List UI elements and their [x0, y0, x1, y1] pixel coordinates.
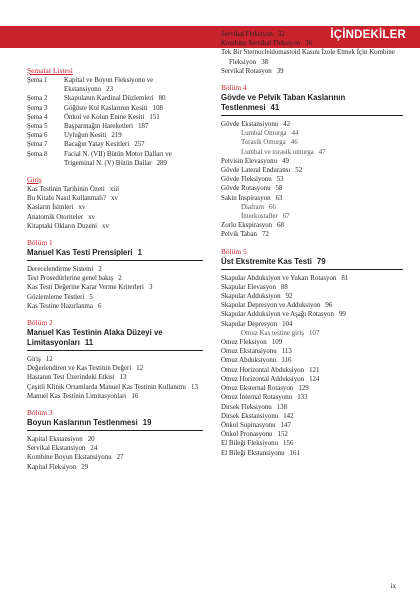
toc-entry-body	[64, 131, 203, 140]
toc-entry-page: 142	[283, 412, 294, 420]
chapter-title[interactable]	[27, 328, 203, 351]
toc-entry-page: 36	[305, 40, 313, 48]
toc-entry-text: Gövde Rotasyonu	[221, 185, 271, 193]
toc-entry-page: 187	[138, 123, 149, 131]
toc-entry-page: 104	[282, 320, 293, 328]
chapter-5-section	[221, 247, 403, 458]
toc-entry-text: Torasik Omurga	[241, 139, 286, 147]
toc-entry[interactable]	[221, 301, 403, 310]
toc-entry-number: Şema 6	[27, 132, 48, 140]
toc-entry-text: Hastanın Test Üzerindeki Etkisi	[27, 374, 115, 382]
toc-entry-page: 151	[149, 113, 160, 121]
toc-entry-number: Şema 5	[27, 123, 48, 131]
toc-entry-text: Dirsek Ekstansiyonu	[221, 412, 279, 420]
toc-entry-page: 96	[325, 302, 333, 310]
toc-entry-text: Gövde Fleksiyonu	[221, 176, 272, 184]
toc-entry-text: Facial N. (VII) Bütün Motor Dalları ve Trigeminal N. (V) Bütün Dallar	[64, 150, 172, 167]
toc-entry-text: Bacağın Yatay Kesitleri	[64, 141, 130, 149]
toc-entry-page: xv	[111, 195, 118, 203]
toc-entry[interactable]	[27, 293, 203, 302]
toc-entry-text: Kasların İsimleri	[27, 204, 74, 212]
toc-entry-text: Omuz İnternal Rotasyonu	[221, 394, 293, 402]
toc-entry-text: Değerlendiren ve Kas Testinin Değeri	[27, 365, 132, 373]
toc-entry[interactable]	[27, 185, 203, 194]
toc-entry-page: 23	[106, 86, 114, 94]
toc-entry-page: 129	[298, 385, 309, 393]
toc-entry-page: 58	[275, 185, 283, 193]
toc-entry-text: Skapular Adduksiyon ve Aşağı Rotasyon	[221, 311, 334, 319]
toc-entry-page: xv	[102, 222, 109, 230]
toc-entry-text: Skapular Abduksiyon ve Yukarı Rotasyon	[221, 274, 337, 282]
toc-entry-body	[64, 94, 203, 103]
toc-entry-page: xv	[78, 204, 86, 212]
toc-entry-text: Başparmağın Hareketleri	[64, 123, 134, 131]
toc-entry-text: İnterkostaller	[241, 213, 278, 221]
toc-entry[interactable]	[221, 30, 403, 39]
toc-entry-text: Servikal Fleksiyon	[221, 31, 273, 38]
toc-entry-page: 161	[289, 449, 300, 457]
toc-entry-page: 289	[156, 159, 167, 167]
toc-entry-text: Lumbal Omurga	[241, 130, 287, 138]
toc-entry-page: 6	[97, 302, 102, 310]
toc-entry-page: 24	[90, 445, 98, 453]
toc-entry[interactable]	[221, 430, 403, 439]
toc-entry-page: 99	[338, 311, 346, 319]
toc-entry-text: Manuel Kas Testinin Limitasyonları	[27, 392, 127, 400]
toc-entry[interactable]	[221, 175, 403, 184]
toc-entry[interactable]	[221, 439, 403, 448]
toc-entry-number: Şema 7	[27, 141, 48, 149]
toc-entry-text: Diafram	[241, 203, 264, 211]
toc-entry-page: 38	[261, 58, 269, 66]
toc-entry[interactable]	[221, 166, 403, 175]
toc-entry-page: 46	[290, 139, 298, 147]
toc-entry-text: Skapular Adduksiyon	[221, 293, 281, 301]
chapter-title[interactable]	[27, 248, 203, 261]
toc-entry-page: 219	[111, 132, 122, 140]
toc-entry[interactable]	[221, 356, 403, 365]
toc-entry[interactable]	[221, 230, 403, 239]
toc-entry-page: 53	[276, 176, 284, 184]
toc-entry-text: Kapital Fleksiyon	[27, 463, 77, 471]
toc-entry[interactable]	[27, 131, 203, 140]
toc-entry-page: 44	[291, 130, 299, 138]
toc-entry[interactable]	[27, 463, 203, 472]
toc-entry[interactable]	[221, 221, 403, 230]
toc-entry[interactable]	[27, 213, 203, 222]
toc-entry-text: Kas Testinin Tarihinin Özeti	[27, 186, 105, 194]
toc-entry-body	[64, 76, 203, 94]
toc-entry[interactable]	[221, 421, 403, 430]
toc-entry-page: 49	[282, 157, 289, 165]
toc-entry-text: Pelvik Taban	[221, 231, 257, 239]
toc-entry-text: Omuz Horizontal Abduksiyon	[221, 366, 305, 374]
toc-entry-page: 72	[261, 231, 269, 239]
toc-entry[interactable]	[27, 283, 203, 292]
schemas-section	[27, 66, 203, 168]
toc-entry-body	[64, 150, 203, 168]
toc-entry-body	[64, 140, 203, 149]
chapter-1-section	[27, 238, 203, 311]
toc-entry-number: Şema 4	[27, 113, 48, 121]
toc-entry-text: Omuz Kas testine giriş	[241, 329, 304, 337]
toc-entry[interactable]	[27, 76, 203, 94]
toc-entry-text: Omuz Horizontal Adduksiyon	[221, 375, 305, 383]
toc-entry-text: Kas Testi Değerine Karar Verme Kriterleri	[27, 284, 144, 292]
toc-entry-text: Gövde Lateral Enduransı	[221, 167, 291, 175]
toc-entry-page: 116	[281, 357, 292, 365]
toc-entry[interactable]	[27, 453, 203, 462]
toc-entry-number: Şema 3	[27, 104, 48, 112]
toc-entry[interactable]	[27, 435, 203, 444]
toc-entry-page: 2	[118, 275, 122, 283]
toc-entry-text: Kas Testine Hazırlanma	[27, 302, 93, 310]
toc-entry-body	[64, 113, 203, 122]
toc-entry-text: Çeşitli Klinik Ortamlarda Manuel Kas Testinin Kullanımı	[27, 383, 186, 391]
toc-entry-text: Giriş	[27, 356, 41, 364]
toc-entry[interactable]	[221, 212, 403, 221]
toc-entry-page: 81	[341, 274, 349, 282]
chapter-label: Bölüm 5	[221, 246, 247, 256]
chapter-3-section	[27, 408, 203, 472]
toc-entry-text: Uyluğun Kesiti	[64, 132, 107, 140]
toc-entry[interactable]	[27, 140, 203, 149]
toc-entry[interactable]	[221, 184, 403, 193]
toc-entry[interactable]	[27, 194, 203, 203]
toc-entry-text: Kombine Boyun Ekstansiyonu	[27, 454, 112, 462]
toc-entry[interactable]	[27, 104, 203, 113]
toc-entry-text: Sakin İnspirasyon	[221, 194, 271, 202]
toc-entry-page: 16	[131, 392, 139, 400]
toc-entry-text: Servikal Ekstansiyon	[27, 445, 86, 453]
toc-entry-text: Dirsek Fleksiyonu	[221, 403, 272, 411]
toc-entry-text: Omuz Eksternal Rotasyon	[221, 385, 294, 393]
toc-entry-text: Omuz Abduksiyonu	[221, 357, 277, 365]
toc-entry-page: 63	[275, 194, 283, 202]
chapter-title-page: 1	[137, 248, 142, 258]
toc-entry-page: xiii	[109, 186, 120, 194]
toc-entry[interactable]	[221, 120, 403, 129]
toc-entry[interactable]	[221, 320, 403, 329]
toc-entry[interactable]	[221, 138, 403, 147]
toc-entry-page: 2	[98, 266, 102, 274]
toc-entry-page: 108	[152, 104, 163, 112]
toc-entry-number: Şema 1	[27, 77, 48, 84]
toc-entry-body	[64, 104, 203, 113]
chapter-title-page: 41	[270, 103, 280, 113]
toc-entry-page: 80	[158, 95, 166, 103]
toc-entry-page: 67	[282, 213, 290, 221]
toc-entry-page: 42	[283, 121, 291, 129]
toc-entry-text: Pelvisin Elevasyonu	[221, 157, 278, 165]
toc-entry[interactable]	[27, 203, 203, 212]
toc-entry-text: Kombine Servikal Fleksiyon	[221, 40, 301, 48]
toc-entry[interactable]	[27, 94, 203, 103]
toc-entry-text: Omuz Ekstansiyonu	[221, 348, 277, 356]
toc-entry-text: Tek Bir Sternocleidomastoid Kasını İzole Etmek İçin Kombine Fleksiyon	[221, 49, 395, 66]
chapter-3-continued-section	[221, 30, 403, 76]
toc-entry-page: 156	[283, 440, 294, 448]
toc-entry-text: Kapital ve Boyun Fleksiyonu ve Ekstansiyonu	[64, 77, 154, 94]
toc-entry-text: Anatomik Otoriteler	[27, 213, 84, 221]
toc-entry[interactable]	[27, 392, 203, 401]
toc-entry[interactable]	[221, 67, 403, 76]
chapter-title-page: 11	[84, 338, 94, 348]
toc-entry-page: 257	[134, 141, 145, 149]
chapter-title-text: Manuel Kas Testinin Alaka Düzeyi ve Limitasyonları	[27, 328, 163, 348]
toc-entry-page: 13	[191, 383, 198, 391]
toc-entry[interactable]	[27, 383, 203, 392]
toc-entry-page: 109	[271, 339, 283, 347]
toc-entry[interactable]	[221, 283, 403, 292]
chapter-title-page: 79	[316, 256, 326, 266]
toc-entry-number: Şema 2	[27, 95, 48, 103]
toc-entry-text: Önkol Supinasyonu	[221, 421, 276, 429]
toc-entry-page: 32	[277, 31, 285, 38]
toc-entry-page: 133	[297, 394, 308, 402]
toc-entry[interactable]	[27, 444, 203, 453]
toc-entry[interactable]	[27, 373, 203, 382]
toc-entry-page: 147	[280, 421, 291, 429]
toc-entry-text: Önkol ve Kolun Enine Kesiti	[64, 113, 145, 121]
toc-entry-text: Skapular Elevasyon	[221, 283, 276, 291]
chapter-title-page: 19	[142, 418, 152, 428]
toc-entry[interactable]	[27, 274, 203, 283]
chapter-title-text: Boyun Kaslarının Testlenmesi	[27, 418, 138, 428]
chapter-title[interactable]	[221, 93, 403, 116]
chapter-title[interactable]	[27, 418, 203, 431]
toc-entry[interactable]	[221, 329, 403, 338]
toc-entry-text: Skapular Depresyon ve Adduksiyon	[221, 302, 321, 310]
toc-entry[interactable]	[221, 449, 403, 458]
toc-entry-page: 113	[281, 348, 292, 356]
toc-entry-page: 138	[276, 403, 288, 411]
toc-entry-page: 92	[285, 293, 293, 301]
toc-entry-page: 27	[116, 454, 124, 462]
toc-entry-text: Omuz Fleksiyon	[221, 339, 267, 347]
toc-entry-number: Şema 8	[27, 150, 48, 158]
toc-entry[interactable]	[221, 366, 403, 375]
section-label: Giriş	[27, 175, 42, 185]
intro-section	[27, 175, 203, 231]
toc-entry-text: Derecelendirme Sistemi	[27, 266, 94, 274]
toc-entry[interactable]	[221, 129, 403, 138]
toc-entry-page: 13	[119, 374, 127, 382]
toc-entry[interactable]	[221, 157, 403, 166]
chapter-label: Bölüm 1	[27, 238, 53, 248]
toc-entry[interactable]	[27, 150, 203, 168]
toc-entry-text: El Bileği Ekstansiyonu	[221, 449, 285, 457]
toc-entry-text: Skapulanın Kardinal Düzlemleri	[64, 95, 154, 103]
toc-entry[interactable]	[27, 364, 203, 373]
toc-entry-body	[64, 122, 203, 131]
toc-entry-page: 152	[277, 431, 288, 439]
toc-entry[interactable]	[221, 274, 403, 283]
toc-left-column	[27, 66, 203, 479]
toc-entry[interactable]	[221, 393, 403, 402]
toc-entry-page: 66	[268, 203, 276, 211]
toc-entry[interactable]	[221, 338, 403, 347]
toc-entry[interactable]	[221, 375, 403, 384]
toc-entry-page: xv	[88, 213, 95, 221]
toc-entry[interactable]	[221, 39, 403, 48]
toc-entry-text: Gözlemleme Testleri	[27, 293, 85, 301]
toc-entry[interactable]	[221, 203, 403, 212]
toc-entry[interactable]	[221, 48, 403, 66]
toc-entry[interactable]	[221, 384, 403, 393]
toc-entry-text: Skapular Depresyon	[221, 320, 278, 328]
toc-entry-text: Servikal Rotasyon	[221, 67, 272, 75]
toc-entry-text: Lumbal ve torasik omurga	[241, 148, 314, 156]
toc-entry-page: 3	[148, 284, 153, 292]
toc-entry-page: 29	[81, 463, 89, 471]
toc-entry[interactable]	[221, 148, 403, 157]
toc-entry[interactable]	[221, 403, 403, 412]
chapter-label: Bölüm 4	[221, 83, 247, 93]
toc-entry[interactable]	[27, 355, 203, 364]
toc-entry-text: Kitaptaki Okların Duzeni	[27, 222, 98, 230]
toc-entry-page: 12	[136, 365, 144, 373]
toc-entry-text: El Bileği Fleksiyonu	[221, 440, 279, 448]
toc-entry[interactable]	[221, 310, 403, 319]
chapter-title-text: Manuel Kas Testi Prensipleri	[27, 248, 133, 258]
chapter-label: Bölüm 3	[27, 408, 53, 418]
toc-entry[interactable]	[27, 122, 203, 131]
toc-entry-text: Gövde Ekstansiyonu	[221, 121, 279, 129]
toc-entry-page: 107	[308, 329, 320, 337]
chapter-title[interactable]	[221, 257, 403, 270]
toc-entry-page: 47	[318, 148, 326, 156]
chapter-title-text: Üst Ekstremite Kas Testi	[221, 256, 312, 266]
page-title: İÇİNDEKİLER	[330, 29, 406, 41]
toc-entry-text: Bu Kitabı Nasıl Kullanmalı?	[27, 195, 107, 203]
toc-entry[interactable]	[27, 113, 203, 122]
toc-entry[interactable]	[27, 302, 203, 311]
toc-entry[interactable]	[221, 412, 403, 421]
toc-entry[interactable]	[27, 265, 203, 274]
toc-entry[interactable]	[221, 194, 403, 203]
page-number: ix	[390, 582, 396, 590]
toc-entry-page: 20	[87, 436, 95, 444]
chapter-2-section	[27, 318, 203, 401]
toc-entry-page: 12	[45, 356, 53, 364]
toc-entry-text: Göğüste Kol Kaslarının Kesiti	[64, 104, 148, 112]
toc-entry-page: 5	[89, 293, 93, 301]
toc-entry-text: Test Prosedürlerine genel bakış	[27, 275, 114, 283]
section-label: Şemalar Listesi	[27, 66, 73, 75]
toc-entry-page: 124	[309, 375, 320, 383]
toc-entry-page: 39	[276, 67, 284, 75]
chapter-title-text: Gövde ve Pelvik Taban Kaslarının Testlenmesi	[221, 93, 346, 113]
toc-entry-text: Kapital Ekstansiyon	[27, 436, 83, 444]
chapter-4-section	[221, 83, 403, 240]
chapter-label: Bölüm 2	[27, 318, 53, 328]
toc-entry[interactable]	[221, 347, 403, 356]
toc-entry-page: 88	[280, 283, 288, 291]
toc-entry-page: 121	[309, 366, 320, 374]
toc-entry-text: Zorlu Ekspirasyon	[221, 222, 273, 230]
toc-entry-page: 52	[295, 167, 303, 175]
toc-entry-text: Önkol Pronasyonu	[221, 431, 273, 439]
toc-entry-page: 68	[277, 222, 284, 230]
toc-entry[interactable]	[27, 222, 203, 231]
toc-entry[interactable]	[221, 292, 403, 301]
